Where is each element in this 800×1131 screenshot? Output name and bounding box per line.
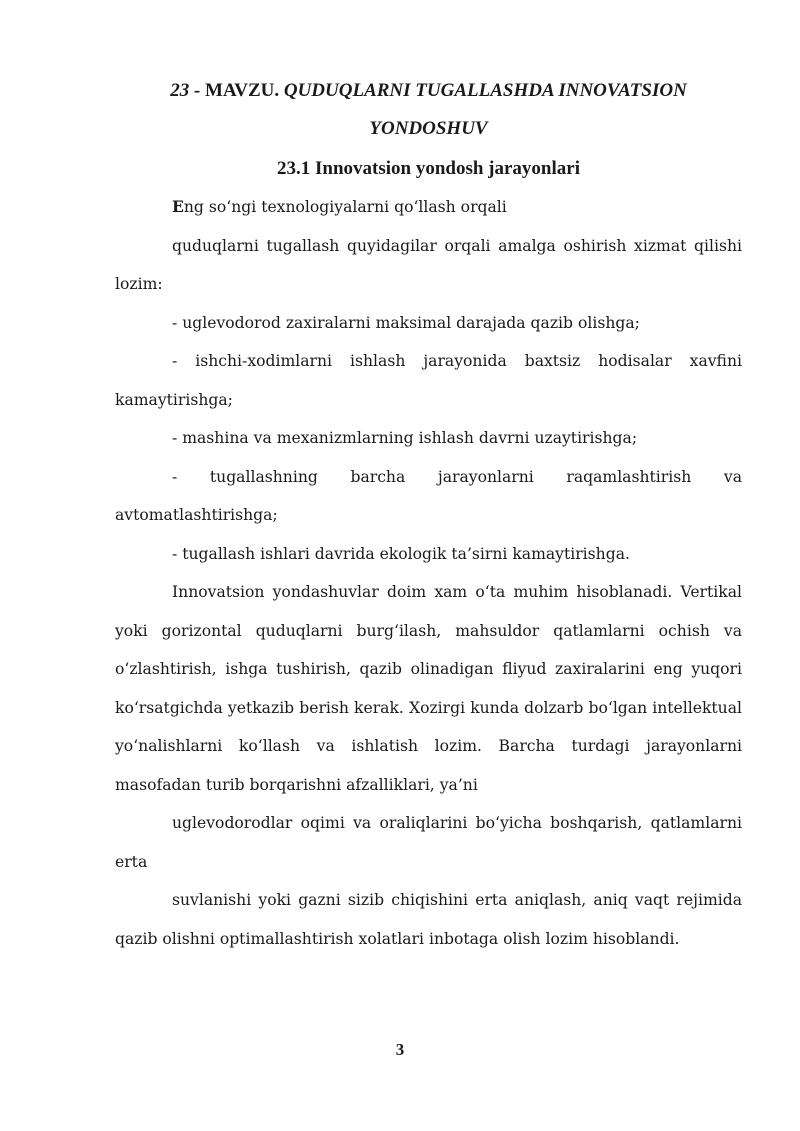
paragraph-intro-text: ng so‘ngi texnologiyalarni qo‘llash orqali xyxy=(183,198,507,216)
page-title xyxy=(115,72,742,148)
list-item-reserves: - uglevodorod zaxiralarni maksimal darajada qazib olishga; xyxy=(172,313,640,332)
list-item-ecology: - tugallash ishlari davrida ekologik ta’sirni kamaytirishga. xyxy=(172,544,630,563)
paragraph-intro xyxy=(115,188,742,227)
paragraph-innovation: Innovatsion yondashuvlar doim xam o‘ta muhim hisoblanadi. Vertikal yoki gorizontal quduqlarni burg‘ilash, mahsuldor qatlamlarni ochish va o‘zlashtirish, ishga tushirish, qazib olinadigan fliyud zaxiralarini eng yuqori ko‘rsatgichda yetkazib berish kerak. Xozirgi kunda dolzarb bo‘lgan intellektual yo‘nalishlarni ko‘llash va ishlatish lozim. Barcha turdagi jarayonlarni masofadan turib borqarishni afzalliklari, ya’ni xyxy=(115,583,742,794)
paragraph-water-detection: suvlanishi yoki gazni sizib chiqishini erta aniqlash, aniq vaqt rejimida qazib olishni optimallashtirish xolatlari inbotaga olish lozim hisoblandi. xyxy=(115,891,742,948)
document-page xyxy=(115,72,742,958)
list-item-machinery: - mashina va mexanizmlarning ishlash davrni uzaytirishga; xyxy=(172,429,638,447)
list-item-safety: - ishchi-xodimlarni ishlash jarayonida baxtsiz hodisalar xavfini kamaytirishga; xyxy=(115,352,742,409)
drop-letter: E xyxy=(172,197,184,216)
topic-title: QUDUQLARNI TUGALLASHDA INNOVATSION YONDOSHUV xyxy=(283,80,687,139)
paragraph-purpose: quduqlarni tugallash quyidagilar orqali amalga oshirish xizmat qilishi lozim: xyxy=(115,236,742,293)
page-number: 3 xyxy=(395,1040,405,1059)
section-heading: 23.1 Innovatsion yondosh jarayonlari xyxy=(276,158,580,179)
topic-number: 23 - xyxy=(170,80,201,101)
topic-label: MAVZU. xyxy=(205,80,280,101)
list-item-digitalization: - tugallashning barcha jarayonlarni raqamlashtirish va avtomatlashtirishga; xyxy=(115,467,742,524)
paragraph-hydrocarbon-flow: uglevodorodlar oqimi va oraliqlarini bo‘yicha boshqarish, qatlamlarni erta xyxy=(115,814,742,871)
